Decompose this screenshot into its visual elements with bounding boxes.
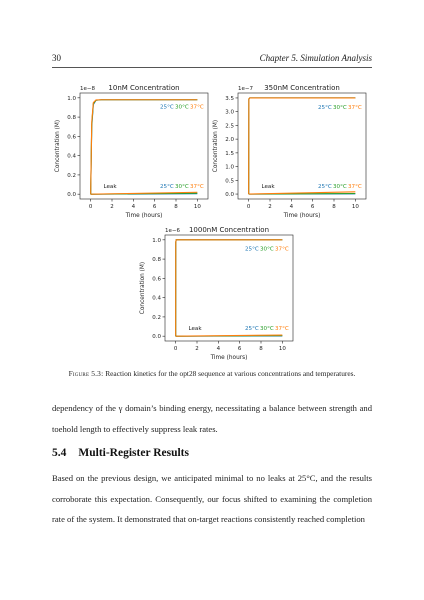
chart-3-top-temp-label-3: 37°C (275, 246, 289, 253)
chart-1-y-tick-label: 0.2 (67, 172, 76, 179)
chart-1-y-tick-label: 0.0 (67, 192, 76, 199)
chart-1-y-tick-label: 0.6 (67, 134, 76, 141)
chart-3-series-target-37c (176, 240, 283, 336)
chart-2-y-tick-label: 2.0 (225, 137, 234, 144)
chart-2-y-tick-label: 1.0 (225, 164, 234, 171)
chart-2-y-tick-label: 3.0 (225, 109, 234, 116)
chart-1-top-temp-label-2: 30°C (175, 104, 189, 111)
chart-3-x-tick-label: 8 (259, 346, 263, 352)
chart-2-top-temp-label-2: 30°C (333, 104, 347, 111)
chart-2-y-multiplier: 1e−7 (238, 86, 253, 92)
chart-2-x-tick-label: 10 (351, 204, 359, 210)
figure-caption (52, 369, 372, 379)
chart-1-y-tick-label: 0.4 (67, 153, 76, 160)
caption-label: Figure 5.3: (68, 369, 104, 378)
chart-3-top-temp-label-1: 25°C (245, 246, 259, 253)
chart-3-y-tick-label: 0.8 (152, 257, 161, 264)
chart-1-leak-label: Leak (103, 183, 117, 190)
chart-2-x-axis-label: Time (hours) (283, 213, 321, 219)
chart-1-top-temp-label-1: 25°C (160, 104, 174, 111)
chart-2-x-tick-label: 4 (289, 204, 294, 210)
chart-1-y-multiplier: 1e−8 (80, 86, 95, 92)
page-number: 30 (52, 53, 61, 63)
section-heading (52, 447, 189, 459)
chart-3-leak-temp-label-3: 37°C (275, 325, 289, 332)
chart-1-x-axis-label: Time (hours) (125, 213, 163, 219)
chart-3-leak-temp-label-1: 25°C (245, 325, 259, 332)
chart-2-y-tick-label: 2.5 (225, 123, 234, 130)
chart-2-y-tick-label: 0.5 (225, 178, 234, 185)
chart-1-title: 10nM Concentration (108, 84, 180, 92)
chart-3-series-target-30c (176, 240, 283, 336)
chart-2-y-tick-label: 1.5 (225, 150, 234, 157)
chart-1-x-tick-label: 6 (152, 204, 157, 210)
caption-text: Reaction kinetics for the opt28 sequence at various concentrations and temperatures. (105, 369, 356, 378)
chart-2-y-tick-label: 3.5 (225, 95, 234, 102)
chart-1-y-axis-label: Concentration (M) (55, 119, 61, 173)
chart-3-x-tick-label: 6 (237, 346, 242, 352)
chart-3-leak-label: Leak (188, 325, 202, 332)
chart-2-leak-label: Leak (261, 184, 275, 191)
chart-3-y-multiplier: 1e−6 (165, 228, 180, 234)
chart-1-x-tick-label: 0 (88, 204, 93, 210)
chart-2-series-target-25c (249, 98, 356, 194)
paragraph-2: Based on the previous design, we anticipated minimal to no leaks at 25°C, and the results corroborate this expectation. Consequently, our focus shifted to examining the completion rate of the system. It demonstrated that on-target reactions consistently reached completion (52, 473, 372, 524)
chart-3-x-tick-label: 0 (173, 346, 178, 352)
chart-1-x-tick-label: 2 (110, 204, 114, 210)
chart-3-x-tick-label: 10 (278, 346, 286, 352)
chart-3-y-tick-label: 0.4 (152, 295, 161, 302)
chart-2-top-temp-label-3: 37°C (348, 104, 362, 111)
chart-1-series-target-37c (91, 100, 198, 194)
section-number: 5.4 (52, 447, 67, 459)
chart-1-y-tick-label: 0.8 (67, 115, 76, 122)
chart-3-leak-temp-label-2: 30°C (260, 325, 274, 332)
chart-3-y-tick-label: 0.6 (152, 276, 161, 283)
chart-1-series-target-30c (91, 100, 198, 194)
chart-2-title: 350nM Concentration (264, 84, 340, 92)
chart-3-series-target-25c (176, 240, 283, 336)
chart-3-x-axis-label: Time (hours) (210, 355, 248, 361)
chart-2-leak-temp-label-1: 25°C (318, 184, 332, 191)
chart-3-title: 1000nM Concentration (188, 226, 270, 234)
chart-1-x-tick-label: 4 (131, 204, 136, 210)
chart-1-y-tick-label: 1.0 (67, 95, 76, 102)
chart-2-leak-temp-label-2: 30°C (333, 184, 347, 191)
chart-2-series-target-30c (249, 98, 356, 194)
chart-3-y-tick-label: 0.0 (152, 334, 161, 341)
chart-1-leak-temp-label-1: 25°C (160, 183, 174, 190)
chart-2-y-tick-label: 0.0 (225, 192, 234, 199)
chart-2-leak-temp-label-3: 37°C (348, 184, 362, 191)
chapter-title: Chapter 5. Simulation Analysis (259, 53, 372, 63)
chart-2-series-target-37c (249, 98, 356, 194)
chart-2-top-temp-label-1: 25°C (318, 104, 332, 111)
chart-2-x-tick-label: 8 (332, 204, 336, 210)
chart-2-x-tick-label: 2 (268, 204, 272, 210)
chart-3-x-tick-label: 4 (216, 346, 221, 352)
paragraph-1: dependency of the γ domain’s binding energy, necessitating a balance between strength and toehold length to effectively suppress leak rates. (52, 403, 372, 434)
chart-3-top-temp-label-2: 30°C (260, 246, 274, 253)
chart-1-leak-temp-label-2: 30°C (175, 183, 189, 190)
chart-1-series-target-25c (91, 100, 198, 194)
section-title: Multi-Register Results (78, 447, 189, 459)
chart-2-y-axis-label: Concentration (M) (213, 119, 219, 173)
chart-2-x-tick-label: 6 (310, 204, 315, 210)
chart-3-y-tick-label: 0.2 (152, 314, 161, 321)
chart-3-x-tick-label: 2 (195, 346, 199, 352)
chart-3-y-tick-label: 1.0 (152, 237, 161, 244)
chart-1-x-tick-label: 10 (193, 204, 201, 210)
chart-2-x-tick-label: 0 (246, 204, 251, 210)
chart-1-top-temp-label-3: 37°C (190, 104, 204, 111)
chart-1-x-tick-label: 8 (174, 204, 178, 210)
chart-3-y-axis-label: Concentration (M) (140, 261, 146, 315)
chart-1-leak-temp-label-3: 37°C (190, 183, 204, 190)
